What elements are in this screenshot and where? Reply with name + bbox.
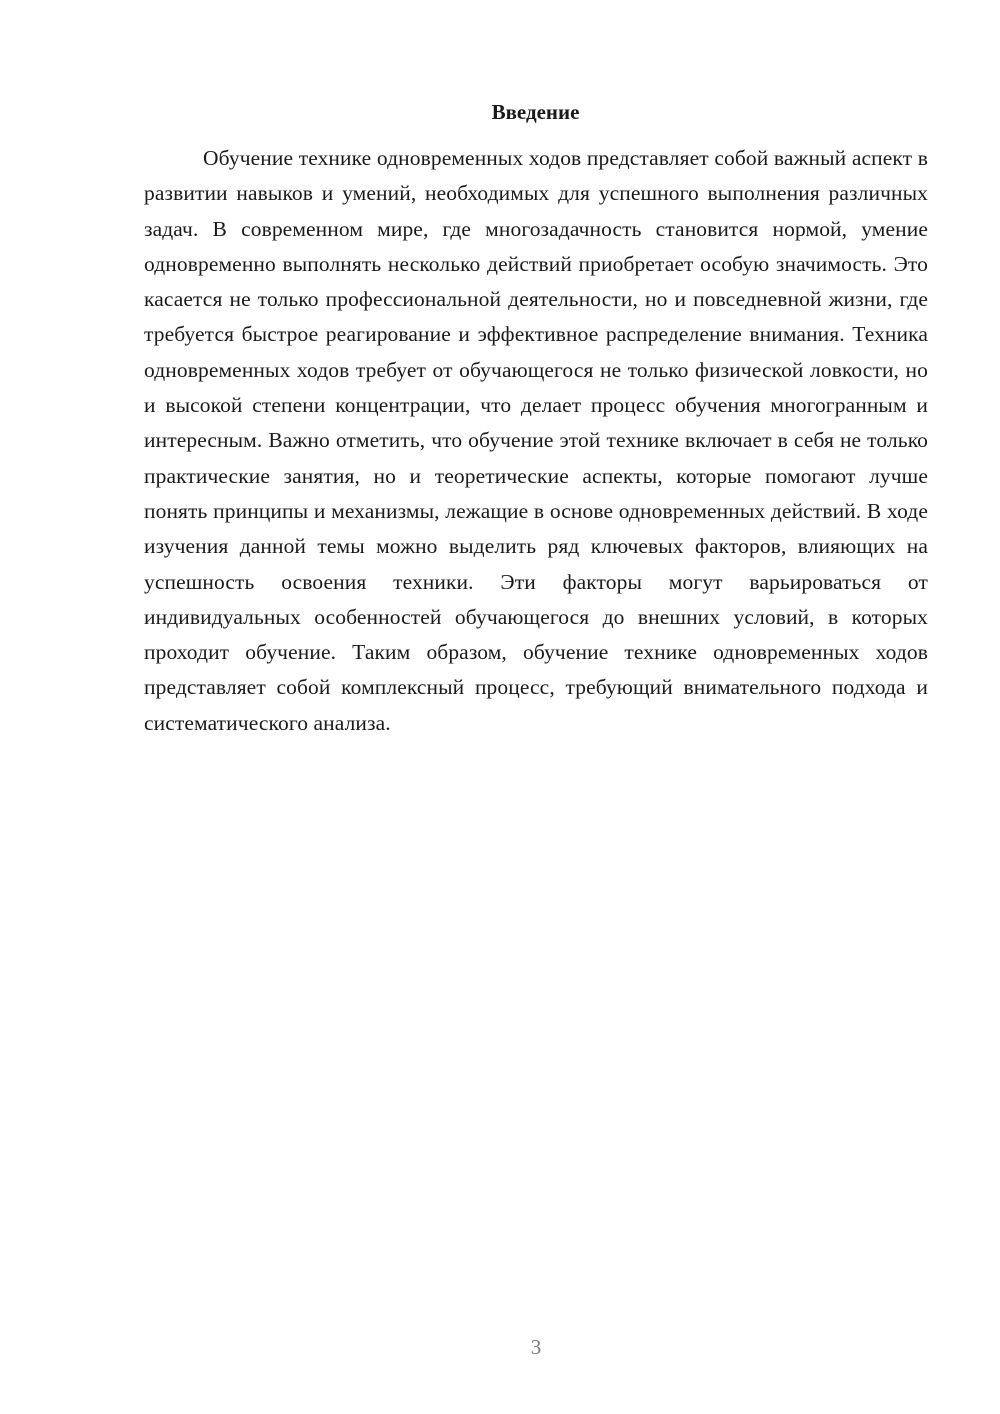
page-number: 3 (530, 1335, 542, 1359)
body-paragraph: Обучение технике одновременных ходов представляет собой важный аспект в развитии навыков и умений, необходимых для успешного выполнения различных задач. В современном мире, где многозадачность становится нормой, умение одновременно выполнять несколько действий приобретает особую значимость. Это касается не только профессиональной деятельности, но и повседневной жизни, где требуется быстрое реагирование и эффективное распределение внимания. Техника одновременных ходов требует от обучающегося не только физической ловкости, но и высокой степени концентрации, что делает процесс обучения многогранным и интересным. Важно отметить, что обучение этой технике включает в себя не только практические занятия, но и теоретические аспекты, которые помогают лучше понять принципы и механизмы, лежащие в основе одновременных действий. В ходе изучения данной темы можно выделить ряд ключевых факторов, влияющих на успешность освоения техники. Эти факторы могут варьироваться от индивидуальных особенностей обучающегося до внешних условий, в которых проходит обучение. Таким образом, обучение технике одновременных ходов представляет собой комплексный процесс, требующий внимательного подхода и систематического анализа. (144, 146, 928, 735)
section-heading: Введение (491, 100, 580, 124)
